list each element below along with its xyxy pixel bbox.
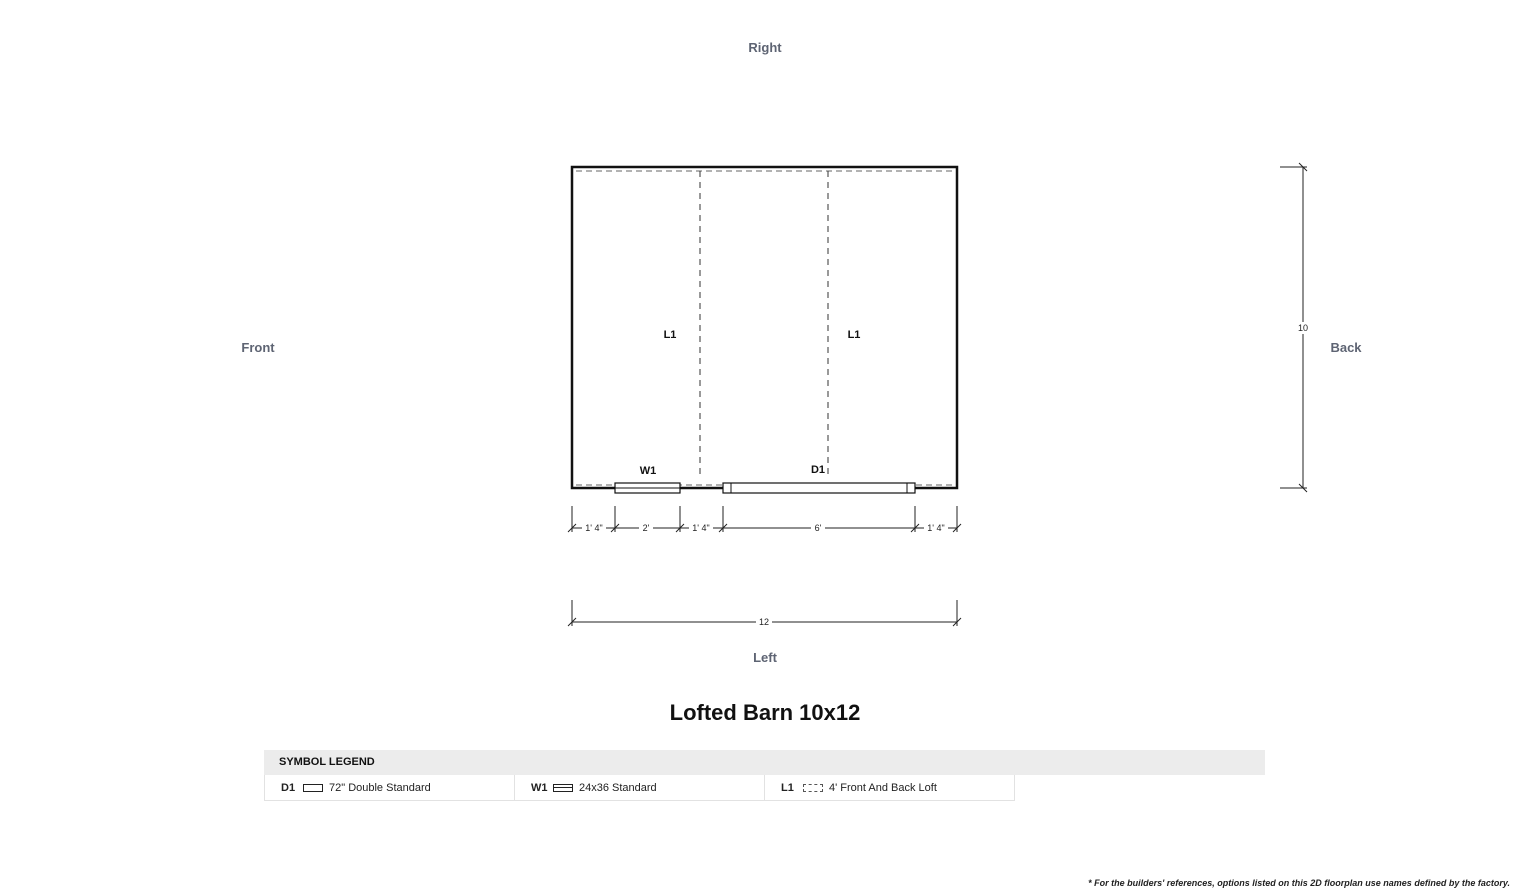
door-symbol-icon — [303, 784, 323, 792]
legend-label: 24x36 Standard — [579, 781, 657, 794]
legend-code: D1 — [281, 781, 296, 794]
legend-item-d1 — [264, 775, 515, 801]
legend-code: W1 — [531, 781, 548, 794]
building-outline — [572, 167, 957, 488]
loft-label-left: L1 — [663, 329, 677, 341]
plan-title: Lofted Barn 10x12 — [669, 700, 861, 725]
legend-label: 4' Front And Back Loft — [829, 781, 937, 794]
side-label-left: Left — [753, 650, 777, 665]
segment-label: 1' 4" — [927, 523, 945, 533]
side-label-right: Right — [748, 40, 782, 55]
symbol-legend — [264, 750, 1265, 801]
legend-item-l1 — [765, 775, 1015, 801]
builder-footnote: * For the builders' references, options listed on this 2D floorplan use names defined by the factory. — [1088, 878, 1510, 888]
loft-label-right: L1 — [847, 329, 861, 341]
legend-code: L1 — [781, 781, 794, 794]
overall-width-label: 12 — [758, 617, 770, 627]
window-symbol — [615, 483, 680, 493]
window-symbol-icon — [553, 784, 573, 792]
legend-row — [264, 775, 1265, 801]
legend-item-w1 — [515, 775, 765, 801]
segment-label: 1' 4" — [692, 523, 710, 533]
segment-label: 2' — [642, 523, 650, 533]
segment-dimension-line — [568, 506, 961, 532]
overall-depth-label: 10 — [1297, 323, 1309, 333]
door-symbol — [723, 483, 915, 493]
segment-label: 6' — [814, 523, 822, 533]
legend-label: 72" Double Standard — [329, 781, 431, 794]
side-label-back: Back — [1330, 340, 1362, 355]
side-label-front: Front — [241, 340, 275, 355]
legend-header: SYMBOL LEGEND — [264, 750, 1265, 775]
window-label: W1 — [639, 465, 657, 477]
door-label: D1 — [810, 464, 826, 476]
loft-symbol-icon — [803, 784, 823, 792]
segment-label: 1' 4" — [585, 523, 603, 533]
